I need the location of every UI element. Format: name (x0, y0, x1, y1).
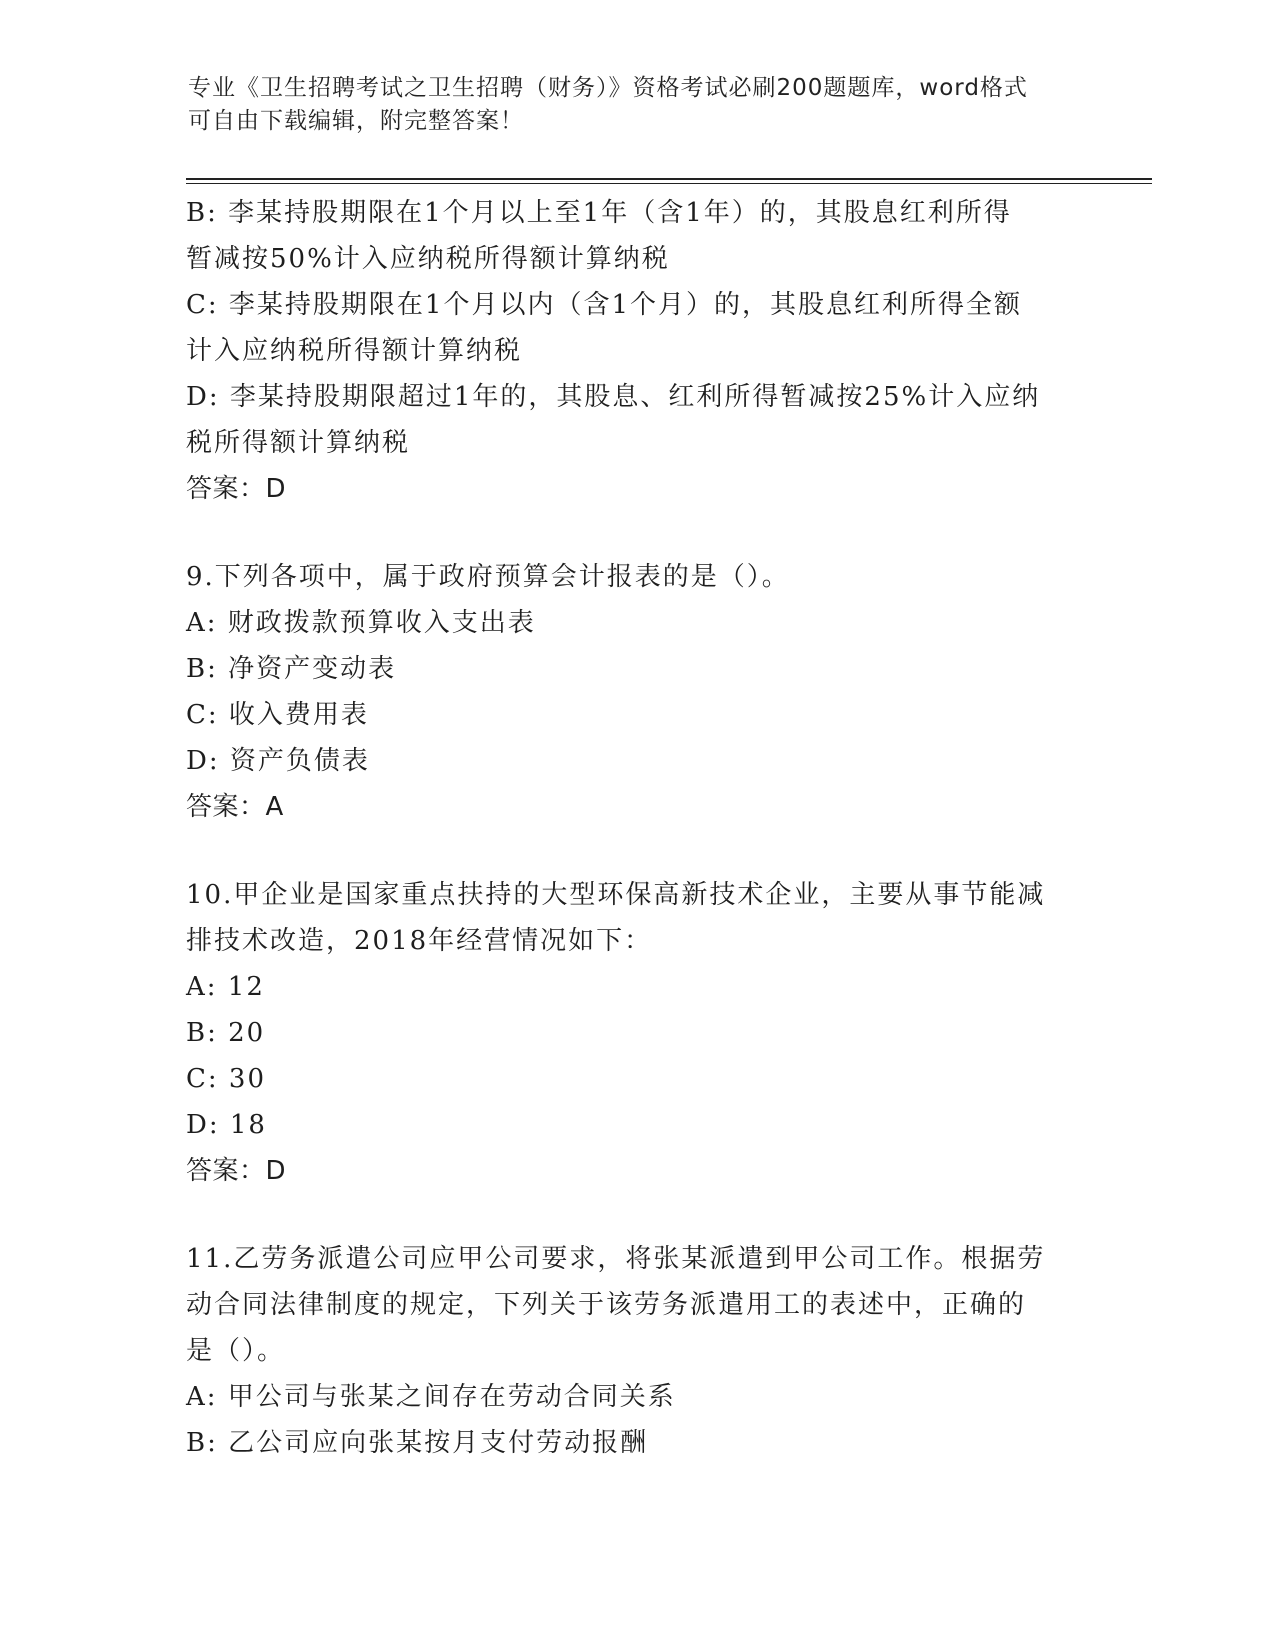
document-header (188, 72, 1088, 138)
q8-option-c-line-2: 计入应纳税所得额计算纳税 (186, 336, 523, 366)
q10-question-line-2: 排技术改造，2018年经营情况如下： (186, 926, 653, 956)
q9-option-b: B: 净资产变动表 (186, 654, 397, 684)
q11-option-b: B: 乙公司应向张某按月支付劳动报酬 (186, 1428, 649, 1458)
header-divider-thin (186, 183, 1152, 184)
q8-option-d-line-2: 税所得额计算纳税 (186, 428, 411, 458)
question-8-block (186, 190, 1086, 512)
question-9-block (186, 554, 1086, 830)
q10-answer: 答案：D (186, 1156, 287, 1186)
header-title-line-1: 专业《卫生招聘考试之卫生招聘（财务）》资格考试必刷200题题库，word格式 (188, 75, 1028, 101)
q10-option-d: D: 18 (186, 1110, 267, 1140)
q11-question-line-3: 是（）。 (186, 1336, 286, 1366)
q11-question-line-2: 动合同法律制度的规定，下列关于该劳务派遣用工的表述中，正确的 (186, 1290, 1027, 1320)
q9-option-c: C: 收入费用表 (186, 700, 369, 730)
header-divider-thick (186, 178, 1152, 180)
q8-option-c-line-1: C: 李某持股期限在1个月以内（含1个月）的，其股息红利所得全额 (186, 290, 1023, 320)
q9-question: 9.下列各项中，属于政府预算会计报表的是（）。 (186, 562, 790, 592)
q10-question-line-1: 10.甲企业是国家重点扶持的大型环保高新技术企业，主要从事节能减 (186, 880, 1046, 910)
q10-option-c: C: 30 (186, 1064, 267, 1094)
section-gap (186, 1194, 1086, 1236)
question-10-block (186, 872, 1086, 1194)
q9-option-d: D: 资产负债表 (186, 746, 370, 776)
q8-option-d-line-1: D: 李某持股期限超过1年的，其股息、红利所得暂减按25%计入应纳 (186, 382, 1041, 412)
section-gap (186, 830, 1086, 872)
q9-answer: 答案：A (186, 792, 284, 822)
q8-answer: 答案：D (186, 474, 287, 504)
q11-option-a: A: 甲公司与张某之间存在劳动合同关系 (186, 1382, 676, 1412)
document-body (186, 190, 1086, 1466)
q8-option-b-line-2: 暂减按50%计入应纳税所得额计算纳税 (186, 244, 670, 274)
header-title-line-2: 可自由下载编辑，附完整答案！ (188, 108, 524, 134)
question-11-block (186, 1236, 1086, 1466)
section-gap (186, 512, 1086, 554)
q8-option-b-line-1: B: 李某持股期限在1个月以上至1年（含1年）的，其股息红利所得 (186, 198, 1012, 228)
q9-option-a: A: 财政拨款预算收入支出表 (186, 608, 536, 638)
q11-question-line-1: 11.乙劳务派遣公司应甲公司要求，将张某派遣到甲公司工作。根据劳 (186, 1244, 1046, 1274)
q10-option-a: A: 12 (186, 972, 265, 1002)
q10-option-b: B: 20 (186, 1018, 266, 1048)
